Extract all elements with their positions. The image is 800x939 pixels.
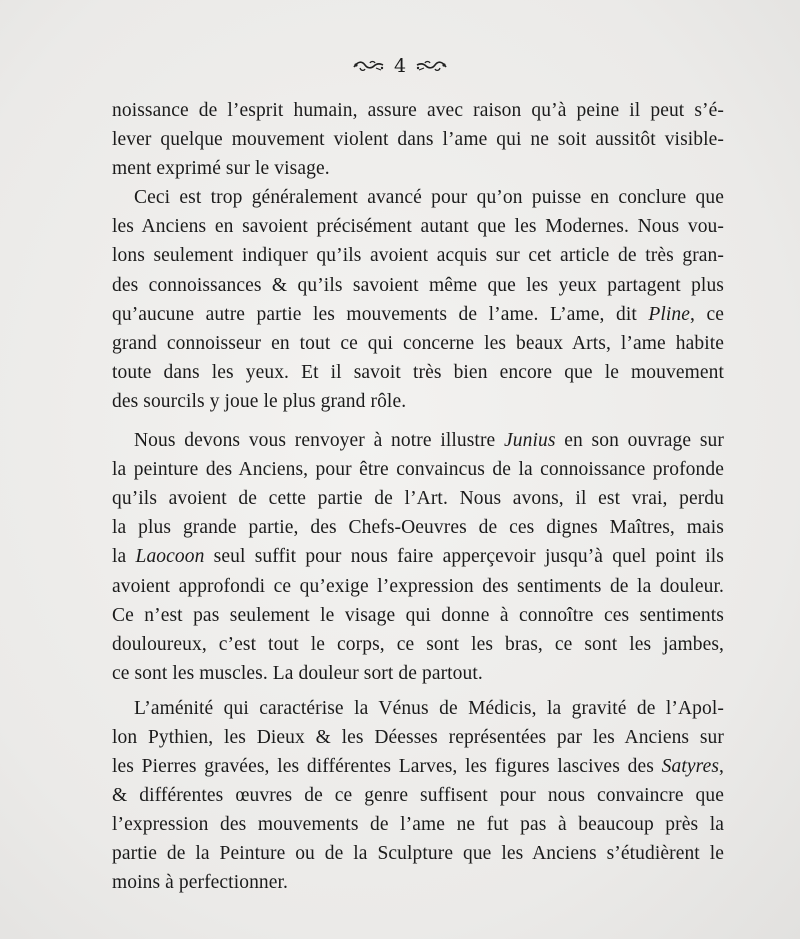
text-line: grand connoisseur en tout ce qui concerne les beaux Arts, l’ame habite — [112, 332, 724, 354]
text-line: qu’ils avoient de cette partie de l’Art. Nous avons, il est vrai, perdu — [112, 488, 724, 510]
text-line: lever quelque mouvement violent dans l’ame qui ne soit aussitôt visible- — [112, 129, 724, 151]
text-line: la plus grande partie, des Chefs-Oeuvres de ces dignes Maîtres, mais — [112, 517, 724, 539]
text-line: lon Pythien, les Dieux & les Déesses représentées par les Anciens sur — [112, 726, 724, 748]
page-header — [0, 52, 800, 80]
italic-name-junius: Junius — [504, 430, 556, 452]
italic-name-pline: Pline — [648, 303, 691, 325]
text-line: noissance de l’esprit humain, assure avec raison qu’à peine il peut s’é- — [112, 100, 724, 121]
text-line: Nous devons vous renvoyer à notre illustre Junius en son ouvrage sur — [134, 430, 725, 452]
text-line: des sourcils y joue le plus grand rôle. — [112, 390, 407, 412]
text-line: Ce n’est pas seulement le visage qui donne à connoître ces sentiments — [112, 604, 724, 626]
paragraph — [112, 694, 724, 898]
page-number: 4 — [393, 55, 407, 77]
text-line: ce sont les muscles. La douleur sort de partout. — [112, 662, 483, 684]
paragraph — [112, 96, 724, 183]
text-line: partie de la Peinture ou de la Sculpture que les Anciens s’étudièrent le — [112, 843, 724, 865]
text-line: des connoissances & qu’ils savoient même que les yeux partagent plus — [112, 274, 724, 296]
text-line: avoient approfondi ce qu’exige l’expression des sentiments de la douleur. — [112, 575, 724, 597]
paragraph — [112, 183, 724, 416]
text-line: douloureux, c’est tout le corps, ce sont les bras, ce sont les jambes, — [112, 633, 724, 655]
paragraph — [112, 426, 724, 688]
text-line: Ceci est trop généralement avancé pour qu’on puisse en conclure que — [134, 187, 724, 209]
fleuron-left-icon — [352, 59, 386, 73]
body-text — [112, 96, 724, 898]
text-line: les Pierres gravées, les différentes Larves, les figures lascives des Satyres, — [112, 756, 724, 778]
text-line: L’aménité qui caractérise la Vénus de Médicis, la gravité de l’Apol- — [134, 697, 724, 719]
text-line: qu’aucune autre partie les mouvements de l’ame. L’ame, dit Pline, ce — [112, 303, 724, 325]
text-line: l’expression des mouvements de l’ame ne fut pas à beaucoup près la — [112, 814, 724, 836]
text-line: les Anciens en savoient précisément autant que les Modernes. Nous vou- — [112, 216, 724, 238]
italic-name-laocoon: Laocoon — [135, 546, 205, 568]
text-line: toute dans les yeux. Et il savoit très bien encore que le mouvement — [112, 361, 724, 383]
text-line: lons seulement indiquer qu’ils avoient acquis sur cet article de très gran- — [112, 245, 724, 267]
text-line: la peinture des Anciens, pour être convaincus de la connoissance profonde — [112, 459, 724, 481]
italic-name-satyres: Satyres — [661, 756, 720, 778]
text-line: & différentes œuvres de ce genre suffisent pour nous convaincre que — [112, 785, 724, 807]
text-line: moins à perfectionner. — [112, 872, 289, 894]
fleuron-right-icon — [414, 59, 448, 73]
text-line: la Laocoon seul suffit pour nous faire apperçevoir jusqu’à quel point ils — [112, 546, 724, 568]
text-line: ment exprimé sur le visage. — [112, 158, 330, 180]
